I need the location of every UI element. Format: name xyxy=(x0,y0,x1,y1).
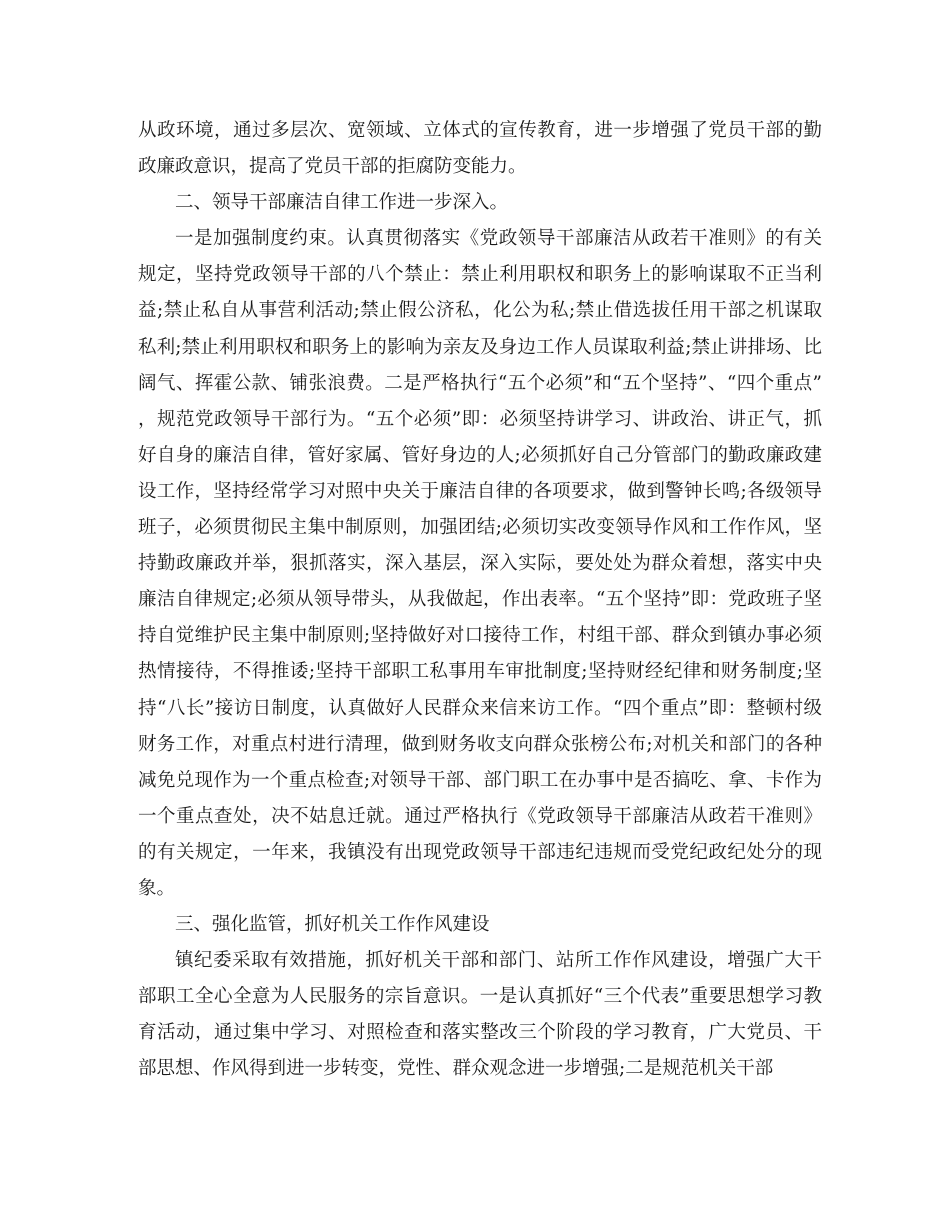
paragraph-work-style: 镇纪委采取有效措施，抓好机关干部和部门、站所工作作风建设，增强广大干部职工全心全意为人民服务的宗旨意识。一是认真抓好“三个代表”重要思想学习教育活动，通过集中学习、对照检查和落实整改三个阶段的学习教育，广大党员、干部思想、作风得到进一步转变，党性、群众观念进一步增强;二是规范机关干部 xyxy=(138,950,822,1080)
paragraph-intro-continuation: 从政环境，通过多层次、宽领域、立体式的宣传教育，进一步增强了党员干部的勤政廉政意识，提高了党员干部的拒腐防变能力。 xyxy=(138,120,822,178)
section-heading-3: 三、强化监管，抓好机关工作作风建设 xyxy=(175,914,490,936)
document-body xyxy=(138,113,822,1088)
section-heading-2: 二、领导干部廉洁自律工作进一步深入。 xyxy=(175,192,509,214)
paragraph-discipline-rules: 一是加强制度约束。认真贯彻落实《党政领导干部廉洁从政若干准则》的有关规定，坚持党政领导干部的八个禁止：禁止利用职权和职务上的影响谋取不正当利益;禁止私自从事营利活动;禁止假公济私，化公为私;禁止借选拔任用干部之机谋取私利;禁止利用职权和职务上的影响为亲友及身边工作人员谋取利益;禁止讲排场、比阔气、挥霍公款、铺张浪费。二是严格执行“五个必须”和“五个坚持”、“四个重点”，规范党政领导干部行为。“五个必须”即：必须坚持讲学习、讲政治、讲正气，抓好自身的廉洁自律，管好家属、管好身边的人;必须抓好自己分管部门的勤政廉政建设工作，坚持经常学习对照中央关于廉洁自律的各项要求，做到警钟长鸣;各级领导班子，必须贯彻民主集中制原则，加强团结;必须切实改变领导作风和工作作风，坚持勤政廉政并举，狠抓落实，深入基层，深入实际，要处处为群众着想，落实中央廉洁自律规定;必须从领导带头，从我做起，作出表率。“五个坚持”即：党政班子坚持自觉维护民主集中制原则;坚持做好对口接待工作，村组干部、群众到镇办事必须热情接待，不得推诿;坚持干部职工私事用车审批制度;坚持财经纪律和财务制度;坚持“八长”接访日制度，认真做好人民群众来信来访工作。“四个重点”即：整顿村级财务工作，对重点村进行清理，做到财务收支向群众张榜公布;对机关和部门的各种减免兑现作为一个重点检查;对领导干部、部门职工在办事中是否搞吃、拿、卡作为一个重点查处，决不姑息迁就。通过严格执行《党政领导干部廉洁从政若干准则》的有关规定，一年来，我镇没有出现党政领导干部违纪违规而受党纪政纪处分的现象。 xyxy=(138,228,822,899)
